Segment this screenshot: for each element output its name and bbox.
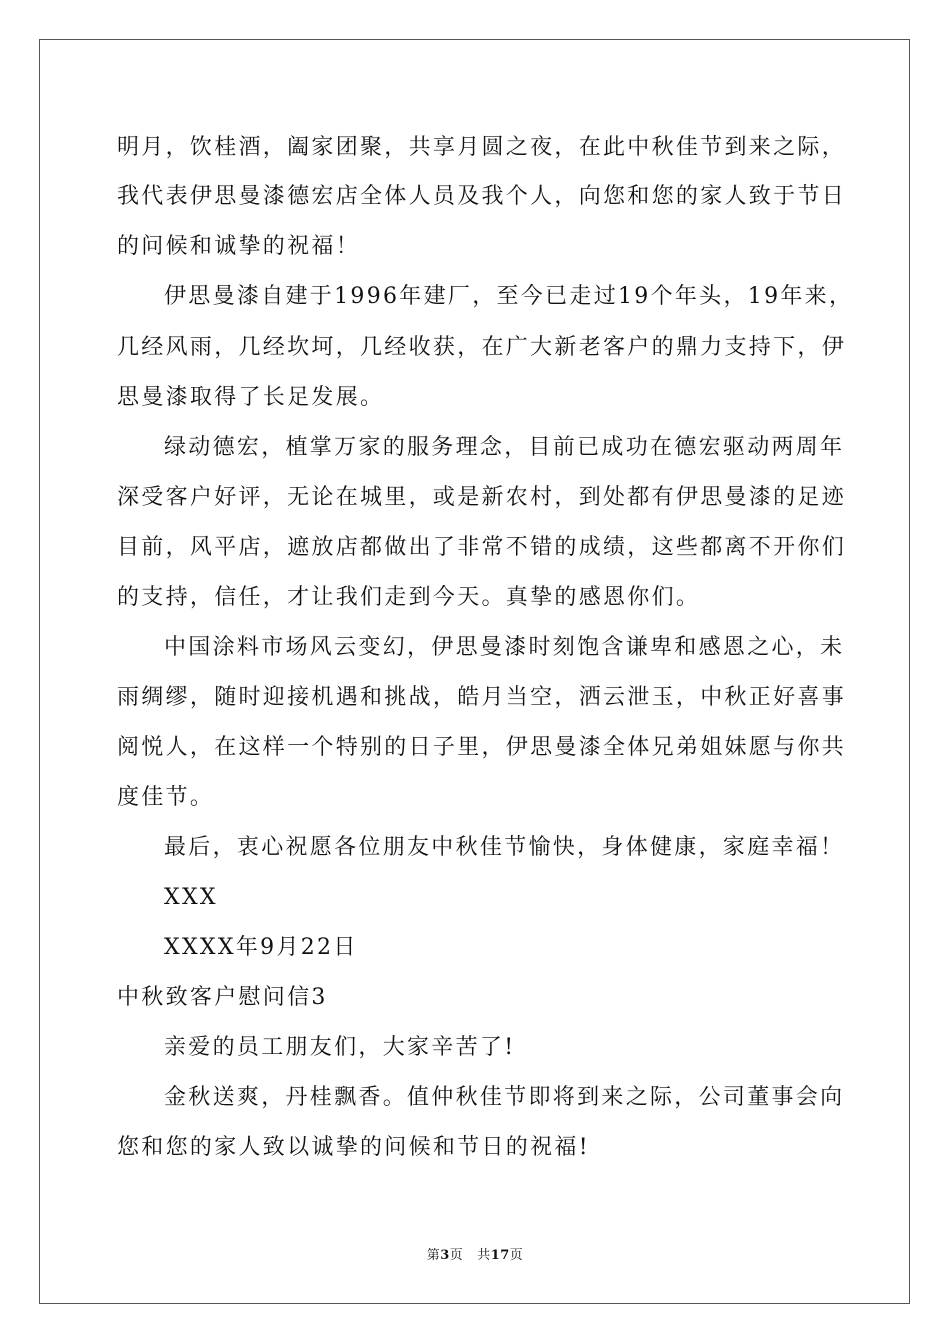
- total-prefix: 共: [477, 1248, 491, 1263]
- total-suffix: 页: [509, 1248, 524, 1263]
- page-number: 3: [440, 1248, 450, 1263]
- paragraph-first-line: 最后，衷心祝愿各位朋友中秋佳节愉快，身体健康，家庭幸福！: [164, 835, 845, 860]
- section-heading: 中秋致客户慰问信3: [117, 985, 328, 1010]
- text-line: 明月，饮桂酒，阖家团聚，共享月圆之夜，在此中秋佳节到来之际，: [117, 135, 847, 160]
- page-suffix: 页: [449, 1248, 464, 1263]
- page-footer: [0, 1248, 950, 1264]
- text-line: 的问候和诚挚的祝福！: [117, 234, 361, 259]
- text-line: 深受客户好评，无论在城里，或是新农村，到处都有伊思曼漆的足迹: [117, 485, 847, 510]
- text-line: 思曼漆取得了长足发展。: [117, 385, 385, 410]
- text-line: 阅悦人，在这样一个特别的日子里，伊思曼漆全体兄弟姐妹愿与你共: [117, 735, 847, 760]
- date-line: XXXX年9月22日: [164, 935, 358, 960]
- paragraph-first-line: 中国涂料市场风云变幻，伊思曼漆时刻饱含谦卑和感恩之心，未: [164, 635, 845, 660]
- page-border: [39, 39, 910, 1304]
- text-line: 几经风雨，几经坎坷，几经收获，在广大新老客户的鼎力支持下，伊: [117, 335, 847, 360]
- text-line: 度佳节。: [117, 785, 215, 810]
- text-line: 您和您的家人致以诚挚的问候和节日的祝福!: [117, 1135, 590, 1160]
- text-line: 我代表伊思曼漆德宏店全体人员及我个人，向您和您的家人致于节日: [117, 184, 847, 209]
- text-line: 目前，风平店，遮放店都做出了非常不错的成绩，这些都离不开你们: [117, 535, 847, 560]
- paragraph-first-line: 金秋送爽，丹桂飘香。值仲秋佳节即将到来之际，公司董事会向: [164, 1085, 845, 1110]
- paragraph-first-line: 绿动德宏，植掌万家的服务理念，目前已成功在德宏驱动两周年: [164, 435, 845, 460]
- page-prefix: 第: [426, 1248, 441, 1263]
- paragraph-first-line: 伊思曼漆自建于1996年建厂，至今已走过19个年头，19年来，: [164, 284, 854, 309]
- total-pages: 17: [490, 1248, 510, 1263]
- text-line: 的支持，信任，才让我们走到今天。真挚的感恩你们。: [117, 585, 701, 610]
- signature: XXX: [164, 885, 218, 910]
- text-line: 雨绸缪，随时迎接机遇和挑战，皓月当空，洒云泄玉，中秋正好喜事: [117, 685, 847, 710]
- salutation: 亲爱的员工朋友们，大家辛苦了!: [164, 1035, 516, 1060]
